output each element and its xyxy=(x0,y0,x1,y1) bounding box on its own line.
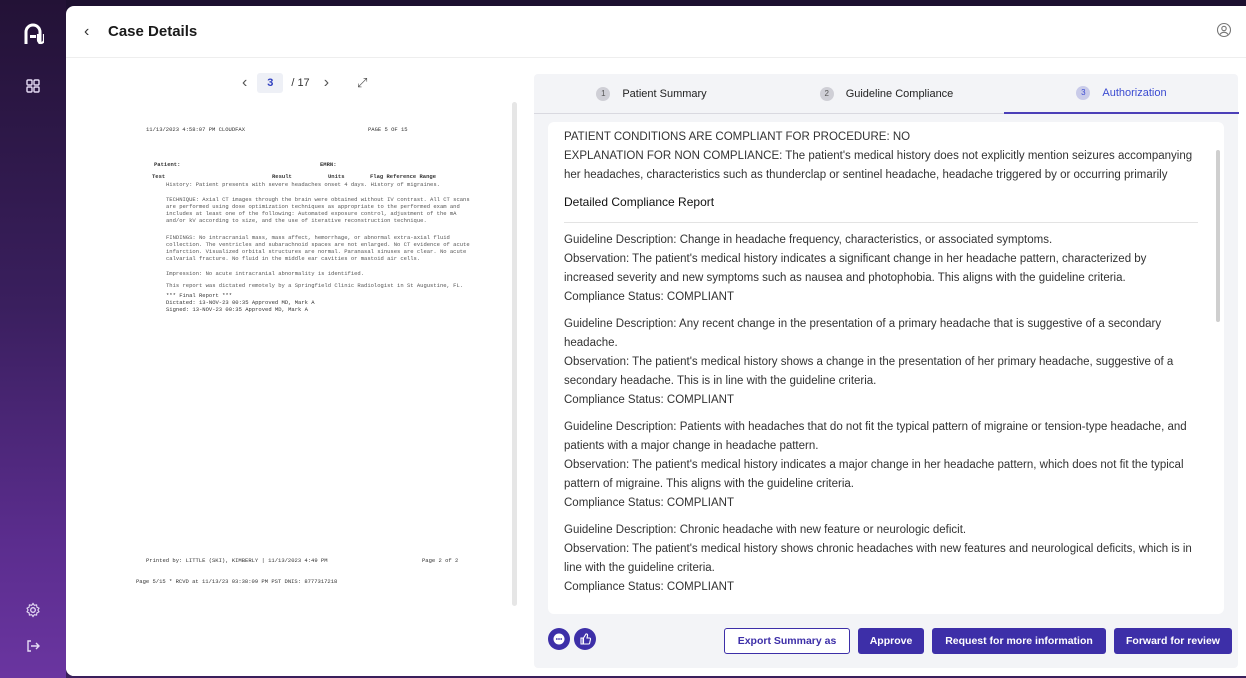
fax-col-units: Units xyxy=(328,173,345,180)
fax-dictated-line: Dictated: 13-NOV-23 00:35 Approved MD, Mark A xyxy=(166,299,315,306)
guideline-description: Guideline Description: Chronic headache with new feature or neurologic deficit. xyxy=(564,524,967,536)
back-chevron-icon[interactable]: ‹ xyxy=(84,23,90,40)
chat-icon xyxy=(548,628,570,650)
compliance-result: PATIENT CONDITIONS ARE COMPLIANT FOR PROCEDURE: NO xyxy=(564,131,911,143)
tab-authorization[interactable] xyxy=(1004,74,1239,114)
fax-impression: Impression: No acute intracranial abnormality is identified. xyxy=(166,270,365,277)
request-info-button[interactable]: Request for more information xyxy=(932,628,1106,654)
guideline-item xyxy=(564,231,1198,307)
fax-dictated: This report was dictated remotely by a Springfield Clinic Radiologist in St Augustine, FL. xyxy=(166,282,464,289)
tab-label: Authorization xyxy=(1102,87,1167,99)
fax-footer: Page 5/15 * RCVD at 11/13/23 03:38:09 PM PST DNIS: 8777317218 xyxy=(136,578,338,585)
tab-patient-summary[interactable] xyxy=(534,74,769,114)
grid-icon[interactable] xyxy=(25,78,41,94)
forward-review-button[interactable]: Forward for review xyxy=(1114,628,1232,654)
fax-history: History: Patient presents with severe headaches onset 4 days. History of migraines. xyxy=(166,181,440,188)
viewer-scrollbar[interactable] xyxy=(512,102,517,606)
thumbs-up-button[interactable] xyxy=(574,628,596,650)
tab-number: 3 xyxy=(1076,86,1090,100)
fax-patient-label: Patient: xyxy=(154,161,181,168)
tab-label: Patient Summary xyxy=(622,88,707,100)
guideline-item xyxy=(564,418,1198,513)
fax-col-result: Result xyxy=(272,173,292,180)
report-content[interactable] xyxy=(548,122,1224,614)
guideline-status: Compliance Status: COMPLIANT xyxy=(564,497,735,509)
page-title: Case Details xyxy=(108,23,198,40)
fax-final-report: *** Final Report *** xyxy=(166,292,233,299)
settings-icon[interactable] xyxy=(25,602,41,618)
fax-emrn-label: EMRN: xyxy=(320,161,337,168)
tab-label: Guideline Compliance xyxy=(845,88,954,100)
fullscreen-icon[interactable]: ⤢ xyxy=(357,75,368,90)
guideline-status: Compliance Status: COMPLIANT xyxy=(564,581,735,593)
approve-button[interactable]: Approve xyxy=(858,628,924,654)
action-bar xyxy=(534,624,1238,658)
logo-icon[interactable] xyxy=(22,22,44,46)
fax-printed-by: Printed by: LITTLE (SKI), KIMBERLY | 11/13/2023 4:49 PM xyxy=(146,557,328,564)
guideline-item xyxy=(564,521,1198,597)
thumbs-up-icon xyxy=(574,628,596,650)
tab-guideline-compliance[interactable] xyxy=(769,74,1004,114)
tab-number: 2 xyxy=(820,87,834,101)
fax-technique: TECHNIQUE: Axial CT images through the brain were obtained without IV contrast. All CT scans are performed using dose optimization techniques as appropriate to the performed exam and includes at least one of the following: Automated exposure control, adjustment of the mA and/or kV according to size, and the use of iterative reconstruction technique. xyxy=(166,196,470,224)
guideline-observation: Observation: The patient's medical history shows a change in the presentation of her primary headache, suggestive of a secondary headache. This is in line with the guideline criteria. xyxy=(564,356,1174,387)
fax-header-right: PAGE 5 OF 15 xyxy=(368,126,408,133)
guideline-observation: Observation: The patient's medical history indicates a major change in her headache pattern, which does not fit the typical pattern of migraine. This aligns with the guideline criteria. xyxy=(564,459,1184,490)
guideline-status: Compliance Status: COMPLIANT xyxy=(564,291,735,303)
page-number-input[interactable]: 3 xyxy=(257,73,283,93)
guideline-observation: Observation: The patient's medical history shows chronic headaches with new features and neurological deficits, which is in line with the guideline criteria. xyxy=(564,543,1192,574)
guideline-status: Compliance Status: COMPLIANT xyxy=(564,394,735,406)
fax-signed-line: Signed: 13-NOV-23 00:35 Approved MD, Mark A xyxy=(166,306,308,313)
logout-icon[interactable] xyxy=(25,638,41,654)
left-rail xyxy=(0,0,66,678)
fax-findings: FINDINGS: No intracranial mass, mass affect, hemorrhage, or abnormal extra-axial fluid collection. The ventricles and subarachnoid spaces are not enlarged. No CT evidence of acute infarction. Visualized orbital structures are normal. Paranasal sinuses are clear. No acute calvarial fracture. No fluid in the middle ear cavities or mastoid air cells. xyxy=(166,234,470,262)
app-window xyxy=(66,6,1246,676)
next-page-button[interactable]: › xyxy=(323,74,330,91)
export-summary-button[interactable]: Export Summary as xyxy=(724,628,850,654)
tab-number: 1 xyxy=(596,87,610,101)
fax-header-left: 11/13/2023 4:58:07 PM CLOUDFAX xyxy=(146,126,246,133)
guideline-description: Guideline Description: Any recent change in the presentation of a primary headache that is suggestive of a secondary headache. xyxy=(564,318,1162,349)
top-bar xyxy=(66,6,1246,58)
chat-button[interactable] xyxy=(548,628,570,650)
fax-page-of: Page 2 of 2 xyxy=(422,557,459,564)
user-icon[interactable] xyxy=(1216,22,1232,38)
total-pages: / 17 xyxy=(291,77,310,89)
compliance-panel xyxy=(534,74,1238,668)
tab-bar xyxy=(534,74,1238,114)
guideline-description: Guideline Description: Change in headache frequency, characteristics, or associated symptoms. xyxy=(564,234,1053,246)
guideline-description: Guideline Description: Patients with headaches that do not fit the typical pattern of migraine or tension-type headache, and patients with a major change in headache pattern. xyxy=(564,421,1187,452)
fax-col-range: Flag Reference Range xyxy=(370,173,437,180)
report-scrollbar[interactable] xyxy=(1216,150,1220,322)
fax-col-test: Test xyxy=(152,173,166,180)
guideline-observation: Observation: The patient's medical history indicates a significant change in her headache pattern, characterized by increased severity and new symptoms such as nausea and photophobia. This aligns with the guideline criteria. xyxy=(564,253,1147,284)
prev-page-button[interactable]: ‹ xyxy=(242,74,248,91)
guideline-item xyxy=(564,315,1198,410)
report-heading: Detailed Compliance Report xyxy=(564,193,1198,223)
document-viewer xyxy=(66,58,530,676)
non-compliance-explanation: EXPLANATION FOR NON COMPLIANCE: The patient's medical history does not explicitly mention seizures accompanying her headaches, characteristics such as thunderclap or sentinel headache, headache triggered by or occurring primarily xyxy=(564,150,1193,181)
pager xyxy=(232,72,367,94)
